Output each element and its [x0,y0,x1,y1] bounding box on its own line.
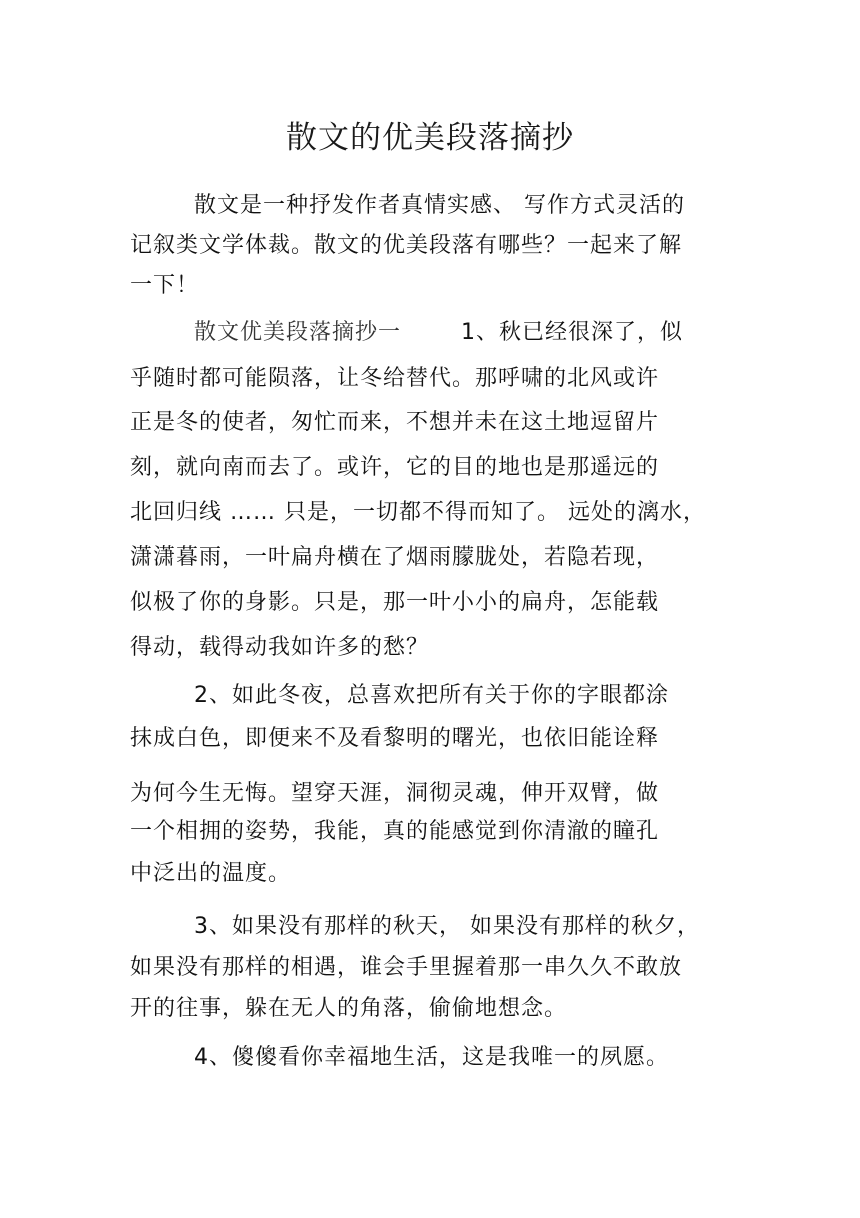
p1-line: 似极了你的身影。只是，那一叶小小的扁舟，怎能载 [130,590,660,615]
intro-line: 一下！ [130,273,200,298]
page-title: 散文的优美段落摘抄 [286,120,574,156]
p2-line: 为何今生无悔。望穿天涯，洞彻灵魂，伸开双臂，做 [130,781,660,806]
section-heading: 散文优美段落摘抄一 [194,320,402,345]
intro-line: 记叙类文学体裁。散文的优美段落有哪些？一起来了解 [130,233,683,258]
p3-line: 开的往事，躲在无人的角落，偷偷地想念。 [130,996,568,1021]
p2-line: 2、如此冬夜，总喜欢把所有关于你的字眼都涂 [194,683,669,708]
p1-first-line: 1、秋已经很深了，似 [461,320,684,345]
p1-line: 得动，载得动我如许多的愁？ [130,635,430,660]
p1-line: 乎随时都可能陨落，让冬给替代。那呼啸的北风或许 [130,366,660,391]
p2-line: 一个相拥的姿势，我能，真的能感觉到你清澈的瞳孔 [130,819,660,844]
p1-line: 北回归线 …… 只是，一切都不得而知了。 远处的漓水， [130,500,706,525]
section-heading-line [194,318,683,348]
intro-line: 散文是一种抒发作者真情实感、 写作方式灵活的 [194,193,685,218]
p3-line: 如果没有那样的相遇，谁会手里握着那一串久久不敢放 [130,955,683,980]
p2-line: 中泛出的温度。 [130,861,292,886]
p2-line: 抹成白色，即便来不及看黎明的曙光，也依旧能诠释 [130,726,660,751]
p1-line: 潇潇暮雨，一叶扁舟横在了烟雨朦胧处，若隐若现， [130,545,660,570]
p1-line: 正是冬的使者，匆忙而来，不想并未在这土地逗留片 [130,410,660,435]
p4-line: 4、傻傻看你幸福地生活，这是我唯一的夙愿。 [194,1045,669,1070]
p3-line: 3、如果没有那样的秋天， 如果没有那样的秋夕， [194,914,700,939]
p1-line: 刻，就向南而去了。或许，它的目的地也是那遥远的 [130,455,660,480]
